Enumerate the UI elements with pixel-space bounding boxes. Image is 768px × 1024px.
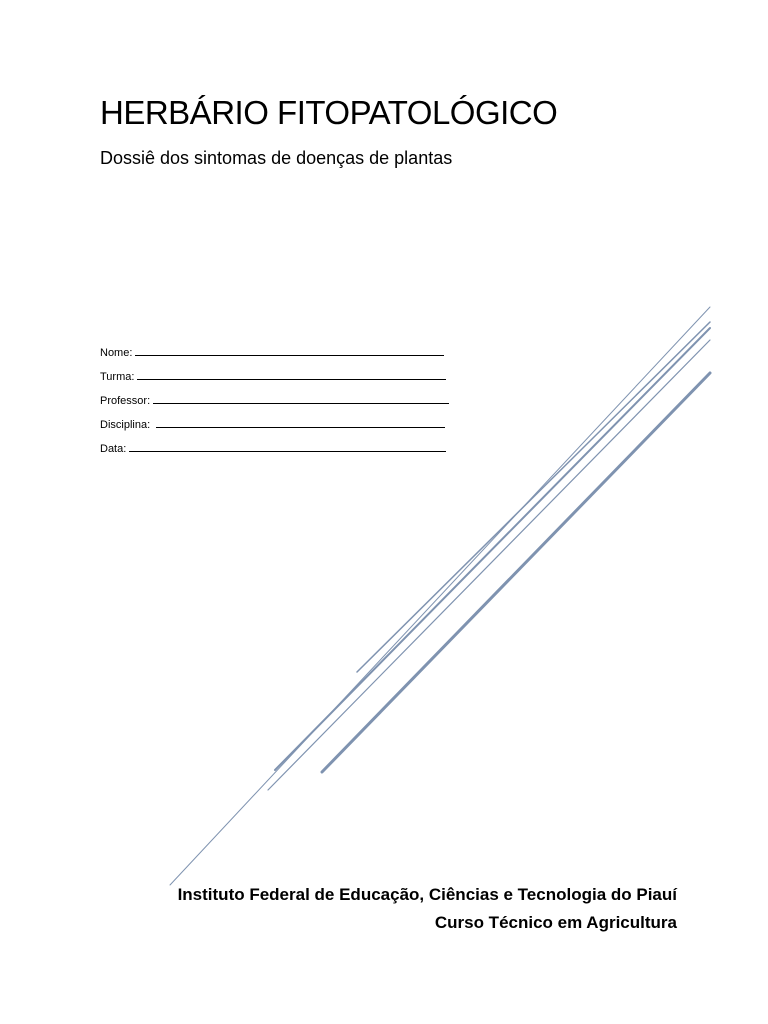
decor-line-3 xyxy=(268,340,710,790)
field-label-turma: Turma: xyxy=(100,371,135,383)
decor-line-1 xyxy=(357,322,710,672)
field-label-professor: Professor: xyxy=(100,395,151,407)
decor-line-thin-long xyxy=(170,307,710,885)
institution-name: Instituto Federal de Educação, Ciências e Tecnologia do Piauí xyxy=(177,885,677,904)
document-subtitle: Dossiê dos sintomas de doenças de plantas xyxy=(100,148,453,168)
decor-lines-group xyxy=(170,307,710,885)
document-title: HERBÁRIO FITOPATOLÓGICO xyxy=(100,94,558,131)
decor-line-2 xyxy=(275,328,710,770)
field-label-data: Data: xyxy=(100,443,127,455)
field-label-nome: Nome: xyxy=(100,347,133,359)
field-label-disciplina: Disciplina: xyxy=(100,419,151,431)
course-name: Curso Técnico em Agricultura xyxy=(434,913,677,932)
decor-line-thick xyxy=(322,373,710,772)
